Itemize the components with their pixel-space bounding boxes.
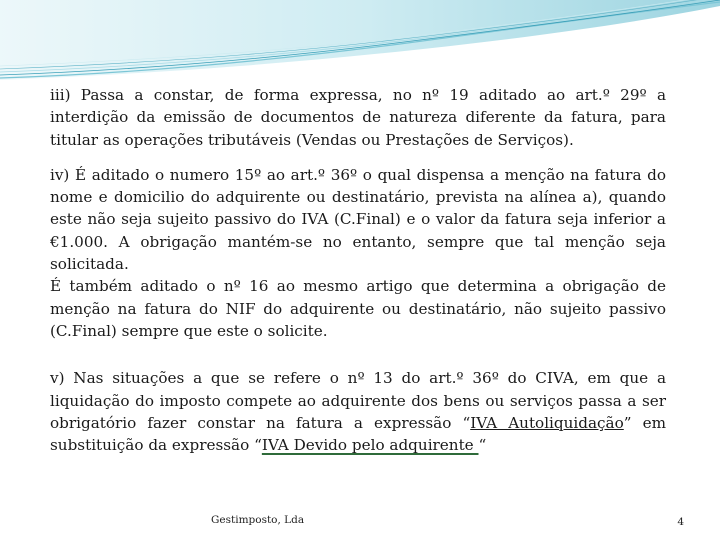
underlined-term-autoliquidacao: IVA Autoliquidação — [470, 413, 624, 432]
underlined-term-iva-devido: IVA Devido pelo adquirente — [261, 436, 479, 455]
header-wave-decoration — [0, 0, 720, 90]
footer-company-name: Gestimposto, Lda — [211, 514, 305, 526]
paragraph-v-text: v) Nas situações a que se refere o nº 13 do art.º 36º do CIVA, em que a liquidação do imposto compete ao adquirente dos bens ou serviços passa a ser obrigatório fazer constar na fatura a expressão “ — [50, 369, 666, 432]
paragraph-iv: iv) É aditado o numero 15º ao art.º 36º o qual dispensa a menção na fatura do nome e domicilio do adquirente ou destinatário, prevista na alínea a), quando este não seja sujeito passivo do IVA (C.Final) e o valor da fatura seja inferior a €1.000. A obrigação mantém-se no entanto, sempre que tal menção seja solicitada. — [50, 165, 666, 274]
paragraph-v-text-middle: ” em substituição da expressão “ — [50, 413, 666, 455]
paragraph-v — [50, 367, 666, 456]
page-number: 4 — [677, 516, 684, 528]
paragraph-iv-continued: É também aditado o nº 16 ao mesmo artigo que determina a obrigação de menção na fatura do NIF do adquirente ou destinatário, não sujeito passivo (C.Final) sempre que este o solicite. — [50, 277, 666, 340]
slide-body — [50, 84, 666, 456]
paragraph-v-text-end: “ — [478, 436, 487, 455]
paragraph-iii: iii) Passa a constar, de forma expressa, no nº 19 aditado ao art.º 29º a interdição da emissão de documentos de natureza diferente da fatura, para titular as operações tributáveis (Vendas ou Prestações de Serviços). — [50, 86, 666, 149]
